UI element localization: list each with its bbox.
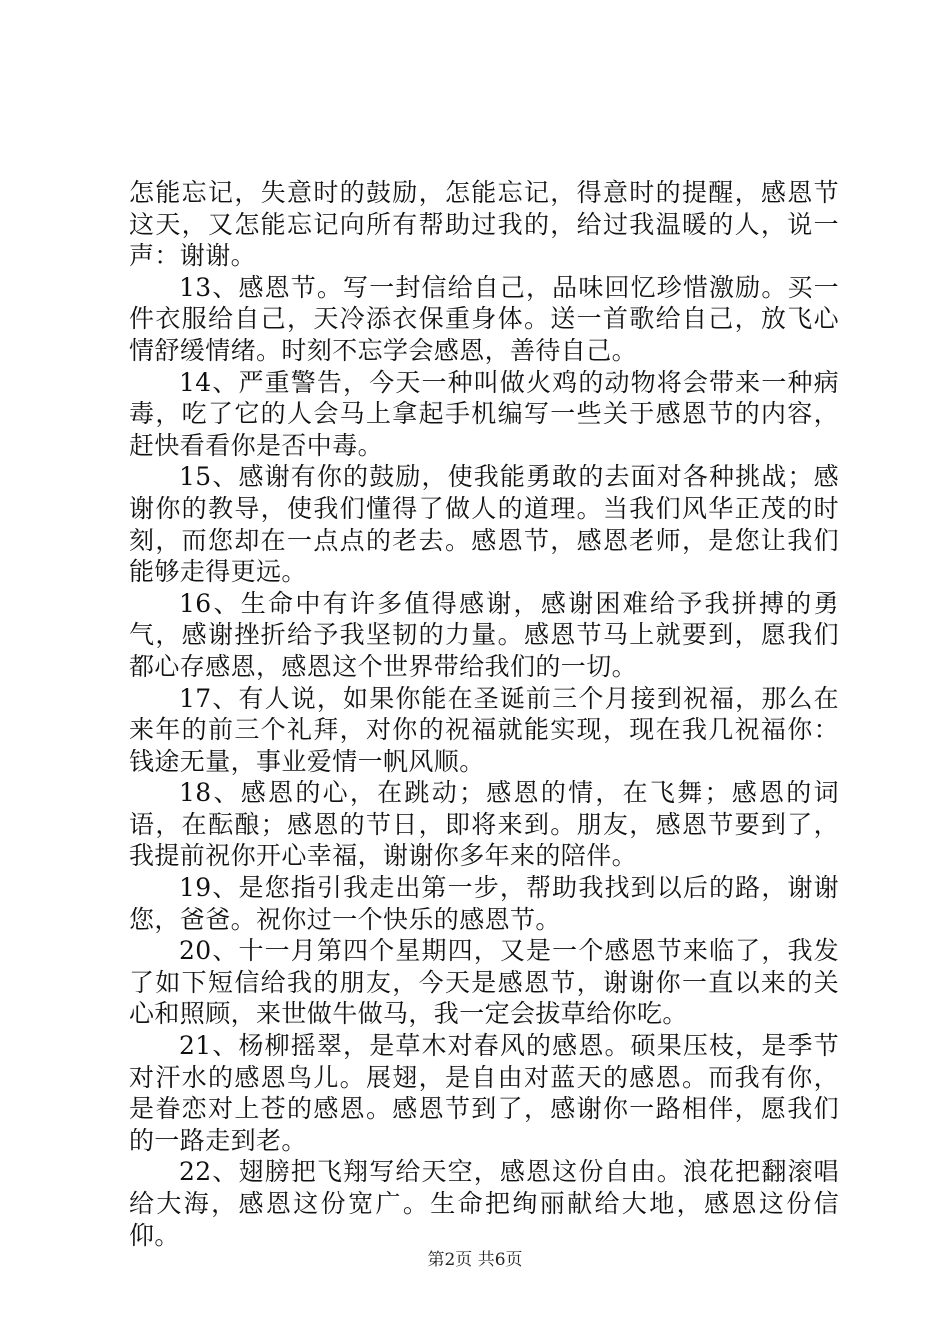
paragraph-14: 14、严重警告，今天一种叫做火鸡的动物将会带来一种病毒，吃了它的人会马上拿起手机编写一些关于感恩节的内容，赶快看看你是否中毒。 [129, 367, 839, 460]
paragraph-18: 18、感恩的心，在跳动；感恩的情，在飞舞；感恩的词语，在酝酿；感恩的节日，即将来到。朋友，感恩节要到了，我提前祝你开心幸福，谢谢你多年来的陪伴。 [129, 778, 839, 871]
paragraph-19: 19、是您指引我走出第一步，帮助我找到以后的路，谢谢您，爸爸。祝你过一个快乐的感恩节。 [129, 873, 839, 934]
paragraph-17: 17、有人说，如果你能在圣诞前三个月接到祝福，那么在来年的前三个礼拜，对你的祝福就能实现，现在我几祝福你：钱途无量，事业爱情一帆风顺。 [129, 683, 839, 776]
paragraph-22: 22、翅膀把飞翔写给天空，感恩这份自由。浪花把翻滚唱给大海，感恩这份宽广。生命把绚丽献给大地，感恩这份信仰。 [129, 1157, 839, 1250]
paragraph-16: 16、生命中有许多值得感谢，感谢困难给予我拼搏的勇气，感谢挫折给予我坚韧的力量。感恩节马上就要到，愿我们都心存感恩，感恩这个世界带给我们的一切。 [129, 588, 839, 681]
paragraph-21: 21、杨柳摇翠，是草木对春风的感恩。硕果压枝，是季节对汗水的感恩鸟儿。展翅，是自由对蓝天的感恩。而我有你，是眷恋对上苍的感恩。感恩节到了，感谢你一路相伴，愿我们的一路走到老。 [129, 1031, 839, 1155]
paragraph-continuation: 怎能忘记，失意时的鼓励，怎能忘记，得意时的提醒，感恩节这天，又怎能忘记向所有帮助过我的，给过我温暖的人，说一声：谢谢。 [129, 178, 839, 271]
document-body [129, 177, 839, 1251]
paragraph-15: 15、感谢有你的鼓励，使我能勇敢的去面对各种挑战；感谢你的教导，使我们懂得了做人的道理。当我们风华正茂的时刻，而您却在一点点的老去。感恩节，感恩老师，是您让我们能够走得更远。 [129, 462, 839, 587]
paragraph-20: 20、十一月第四个星期四，又是一个感恩节来临了，我发了如下短信给我的朋友，今天是感恩节，谢谢你一直以来的关心和照顾，来世做牛做马，我一定会拔草给你吃。 [129, 936, 839, 1029]
paragraph-13: 13、感恩节。写一封信给自己，品味回忆珍惜激励。买一件衣服给自己，天冷添衣保重身体。送一首歌给自己，放飞心情舒缓情绪。时刻不忘学会感恩，善待自己。 [129, 272, 839, 365]
page-number-footer: 第2页 共6页 [427, 1250, 523, 1270]
